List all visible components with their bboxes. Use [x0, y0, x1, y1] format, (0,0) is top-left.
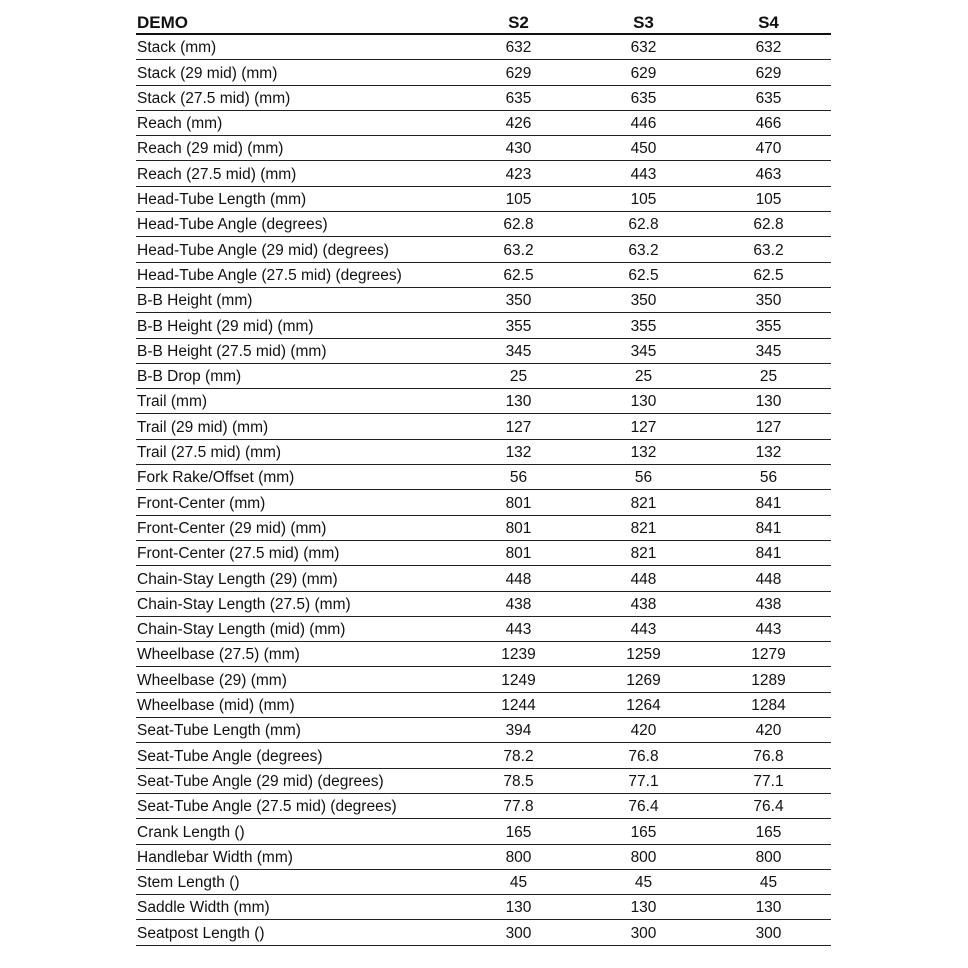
table-row	[136, 212, 831, 237]
row-label: Head-Tube Length (mm)	[136, 186, 456, 211]
cell-value-s2: 56	[456, 465, 581, 490]
cell-value-s4: 629	[706, 60, 831, 85]
cell-value-s3: 45	[581, 869, 706, 894]
cell-value-s2: 130	[456, 389, 581, 414]
cell-value-s4: 632	[706, 34, 831, 60]
cell-value-s3: 448	[581, 566, 706, 591]
cell-value-s2: 1239	[456, 642, 581, 667]
row-label: Fork Rake/Offset (mm)	[136, 465, 456, 490]
cell-value-s2: 800	[456, 844, 581, 869]
row-label: Seat-Tube Angle (27.5 mid) (degrees)	[136, 793, 456, 818]
table-row	[136, 363, 831, 388]
cell-value-s2: 1249	[456, 667, 581, 692]
cell-value-s2: 62.5	[456, 262, 581, 287]
row-label: Reach (29 mid) (mm)	[136, 136, 456, 161]
row-label: Front-Center (27.5 mid) (mm)	[136, 540, 456, 565]
row-label: Stack (29 mid) (mm)	[136, 60, 456, 85]
cell-value-s3: 62.8	[581, 212, 706, 237]
cell-value-s3: 105	[581, 186, 706, 211]
cell-value-s4: 448	[706, 566, 831, 591]
cell-value-s3: 450	[581, 136, 706, 161]
cell-value-s2: 635	[456, 85, 581, 110]
cell-value-s4: 63.2	[706, 237, 831, 262]
table-title: DEMO	[136, 11, 456, 34]
cell-value-s3: 130	[581, 895, 706, 920]
row-label: Seat-Tube Angle (degrees)	[136, 743, 456, 768]
size-header-s3: S3	[581, 11, 706, 34]
table-row	[136, 338, 831, 363]
cell-value-s3: 443	[581, 616, 706, 641]
cell-value-s3: 629	[581, 60, 706, 85]
cell-value-s3: 443	[581, 161, 706, 186]
table-row	[136, 439, 831, 464]
cell-value-s2: 443	[456, 616, 581, 641]
table-row	[136, 540, 831, 565]
row-label: Handlebar Width (mm)	[136, 844, 456, 869]
table-row	[136, 34, 831, 60]
cell-value-s4: 127	[706, 414, 831, 439]
table-row	[136, 313, 831, 338]
cell-value-s2: 300	[456, 920, 581, 945]
header-row	[136, 11, 831, 34]
geometry-table	[136, 11, 831, 946]
table-row	[136, 869, 831, 894]
row-label: Reach (27.5 mid) (mm)	[136, 161, 456, 186]
cell-value-s3: 77.1	[581, 768, 706, 793]
cell-value-s3: 130	[581, 389, 706, 414]
row-label: Stem Length ()	[136, 869, 456, 894]
row-label: Trail (27.5 mid) (mm)	[136, 439, 456, 464]
table-row	[136, 768, 831, 793]
cell-value-s4: 1284	[706, 692, 831, 717]
row-label: Head-Tube Angle (29 mid) (degrees)	[136, 237, 456, 262]
cell-value-s4: 800	[706, 844, 831, 869]
cell-value-s3: 345	[581, 338, 706, 363]
table-row	[136, 515, 831, 540]
table-row	[136, 186, 831, 211]
table-row	[136, 262, 831, 287]
table-row	[136, 85, 831, 110]
cell-value-s3: 127	[581, 414, 706, 439]
cell-value-s4: 45	[706, 869, 831, 894]
cell-value-s3: 821	[581, 540, 706, 565]
cell-value-s3: 1264	[581, 692, 706, 717]
row-label: Trail (29 mid) (mm)	[136, 414, 456, 439]
cell-value-s4: 1289	[706, 667, 831, 692]
row-label: Front-Center (mm)	[136, 490, 456, 515]
cell-value-s4: 463	[706, 161, 831, 186]
row-label: Head-Tube Angle (degrees)	[136, 212, 456, 237]
cell-value-s4: 56	[706, 465, 831, 490]
cell-value-s2: 77.8	[456, 793, 581, 818]
cell-value-s4: 165	[706, 819, 831, 844]
cell-value-s2: 78.2	[456, 743, 581, 768]
table-row	[136, 490, 831, 515]
table-row	[136, 465, 831, 490]
table-row	[136, 389, 831, 414]
cell-value-s3: 420	[581, 718, 706, 743]
cell-value-s2: 350	[456, 287, 581, 312]
cell-value-s3: 438	[581, 591, 706, 616]
cell-value-s4: 345	[706, 338, 831, 363]
cell-value-s2: 448	[456, 566, 581, 591]
cell-value-s3: 300	[581, 920, 706, 945]
cell-value-s2: 78.5	[456, 768, 581, 793]
cell-value-s2: 632	[456, 34, 581, 60]
cell-value-s4: 350	[706, 287, 831, 312]
cell-value-s3: 355	[581, 313, 706, 338]
cell-value-s3: 132	[581, 439, 706, 464]
cell-value-s4: 443	[706, 616, 831, 641]
cell-value-s2: 132	[456, 439, 581, 464]
table-row	[136, 110, 831, 135]
table-body	[136, 34, 831, 945]
cell-value-s2: 45	[456, 869, 581, 894]
cell-value-s3: 76.4	[581, 793, 706, 818]
table-row	[136, 667, 831, 692]
cell-value-s3: 1269	[581, 667, 706, 692]
cell-value-s3: 800	[581, 844, 706, 869]
row-label: Wheelbase (mid) (mm)	[136, 692, 456, 717]
row-label: Head-Tube Angle (27.5 mid) (degrees)	[136, 262, 456, 287]
table-row	[136, 642, 831, 667]
cell-value-s2: 801	[456, 490, 581, 515]
cell-value-s4: 1279	[706, 642, 831, 667]
cell-value-s2: 423	[456, 161, 581, 186]
cell-value-s4: 62.5	[706, 262, 831, 287]
cell-value-s3: 632	[581, 34, 706, 60]
row-label: Crank Length ()	[136, 819, 456, 844]
cell-value-s2: 629	[456, 60, 581, 85]
table-row	[136, 161, 831, 186]
cell-value-s4: 130	[706, 389, 831, 414]
row-label: Front-Center (29 mid) (mm)	[136, 515, 456, 540]
row-label: Saddle Width (mm)	[136, 895, 456, 920]
row-label: Stack (mm)	[136, 34, 456, 60]
cell-value-s2: 801	[456, 515, 581, 540]
cell-value-s3: 76.8	[581, 743, 706, 768]
cell-value-s4: 300	[706, 920, 831, 945]
row-label: Chain-Stay Length (27.5) (mm)	[136, 591, 456, 616]
cell-value-s4: 25	[706, 363, 831, 388]
cell-value-s3: 1259	[581, 642, 706, 667]
cell-value-s2: 127	[456, 414, 581, 439]
cell-value-s2: 438	[456, 591, 581, 616]
row-label: Seatpost Length ()	[136, 920, 456, 945]
table-row	[136, 60, 831, 85]
row-label: B-B Height (29 mid) (mm)	[136, 313, 456, 338]
cell-value-s4: 77.1	[706, 768, 831, 793]
table-row	[136, 287, 831, 312]
table-row	[136, 920, 831, 945]
row-label: Wheelbase (29) (mm)	[136, 667, 456, 692]
table-row	[136, 237, 831, 262]
cell-value-s3: 25	[581, 363, 706, 388]
row-label: Seat-Tube Length (mm)	[136, 718, 456, 743]
cell-value-s2: 165	[456, 819, 581, 844]
cell-value-s2: 1244	[456, 692, 581, 717]
cell-value-s2: 345	[456, 338, 581, 363]
cell-value-s4: 635	[706, 85, 831, 110]
table-header	[136, 11, 831, 34]
row-label: B-B Drop (mm)	[136, 363, 456, 388]
row-label: B-B Height (27.5 mid) (mm)	[136, 338, 456, 363]
cell-value-s4: 438	[706, 591, 831, 616]
cell-value-s2: 355	[456, 313, 581, 338]
cell-value-s3: 350	[581, 287, 706, 312]
cell-value-s2: 426	[456, 110, 581, 135]
row-label: Chain-Stay Length (mid) (mm)	[136, 616, 456, 641]
row-label: Reach (mm)	[136, 110, 456, 135]
cell-value-s2: 63.2	[456, 237, 581, 262]
size-header-s2: S2	[456, 11, 581, 34]
table-row	[136, 136, 831, 161]
row-label: Stack (27.5 mid) (mm)	[136, 85, 456, 110]
cell-value-s4: 841	[706, 515, 831, 540]
cell-value-s4: 355	[706, 313, 831, 338]
size-header-s4: S4	[706, 11, 831, 34]
cell-value-s3: 635	[581, 85, 706, 110]
cell-value-s4: 841	[706, 490, 831, 515]
cell-value-s4: 105	[706, 186, 831, 211]
table-row	[136, 895, 831, 920]
cell-value-s4: 62.8	[706, 212, 831, 237]
cell-value-s4: 841	[706, 540, 831, 565]
table-row	[136, 566, 831, 591]
cell-value-s3: 821	[581, 515, 706, 540]
cell-value-s4: 470	[706, 136, 831, 161]
table-row	[136, 819, 831, 844]
cell-value-s2: 25	[456, 363, 581, 388]
row-label: Wheelbase (27.5) (mm)	[136, 642, 456, 667]
row-label: Chain-Stay Length (29) (mm)	[136, 566, 456, 591]
cell-value-s4: 132	[706, 439, 831, 464]
cell-value-s3: 821	[581, 490, 706, 515]
cell-value-s2: 105	[456, 186, 581, 211]
cell-value-s3: 446	[581, 110, 706, 135]
row-label: B-B Height (mm)	[136, 287, 456, 312]
cell-value-s2: 130	[456, 895, 581, 920]
table-row	[136, 591, 831, 616]
cell-value-s2: 801	[456, 540, 581, 565]
row-label: Seat-Tube Angle (29 mid) (degrees)	[136, 768, 456, 793]
cell-value-s2: 430	[456, 136, 581, 161]
table-row	[136, 793, 831, 818]
cell-value-s4: 76.8	[706, 743, 831, 768]
cell-value-s3: 63.2	[581, 237, 706, 262]
table-row	[136, 414, 831, 439]
table-row	[136, 718, 831, 743]
cell-value-s2: 62.8	[456, 212, 581, 237]
table-row	[136, 743, 831, 768]
table-row	[136, 692, 831, 717]
row-label: Trail (mm)	[136, 389, 456, 414]
cell-value-s4: 420	[706, 718, 831, 743]
cell-value-s4: 130	[706, 895, 831, 920]
cell-value-s4: 466	[706, 110, 831, 135]
cell-value-s3: 165	[581, 819, 706, 844]
table-row	[136, 616, 831, 641]
cell-value-s2: 394	[456, 718, 581, 743]
cell-value-s4: 76.4	[706, 793, 831, 818]
cell-value-s3: 56	[581, 465, 706, 490]
cell-value-s3: 62.5	[581, 262, 706, 287]
table-row	[136, 844, 831, 869]
